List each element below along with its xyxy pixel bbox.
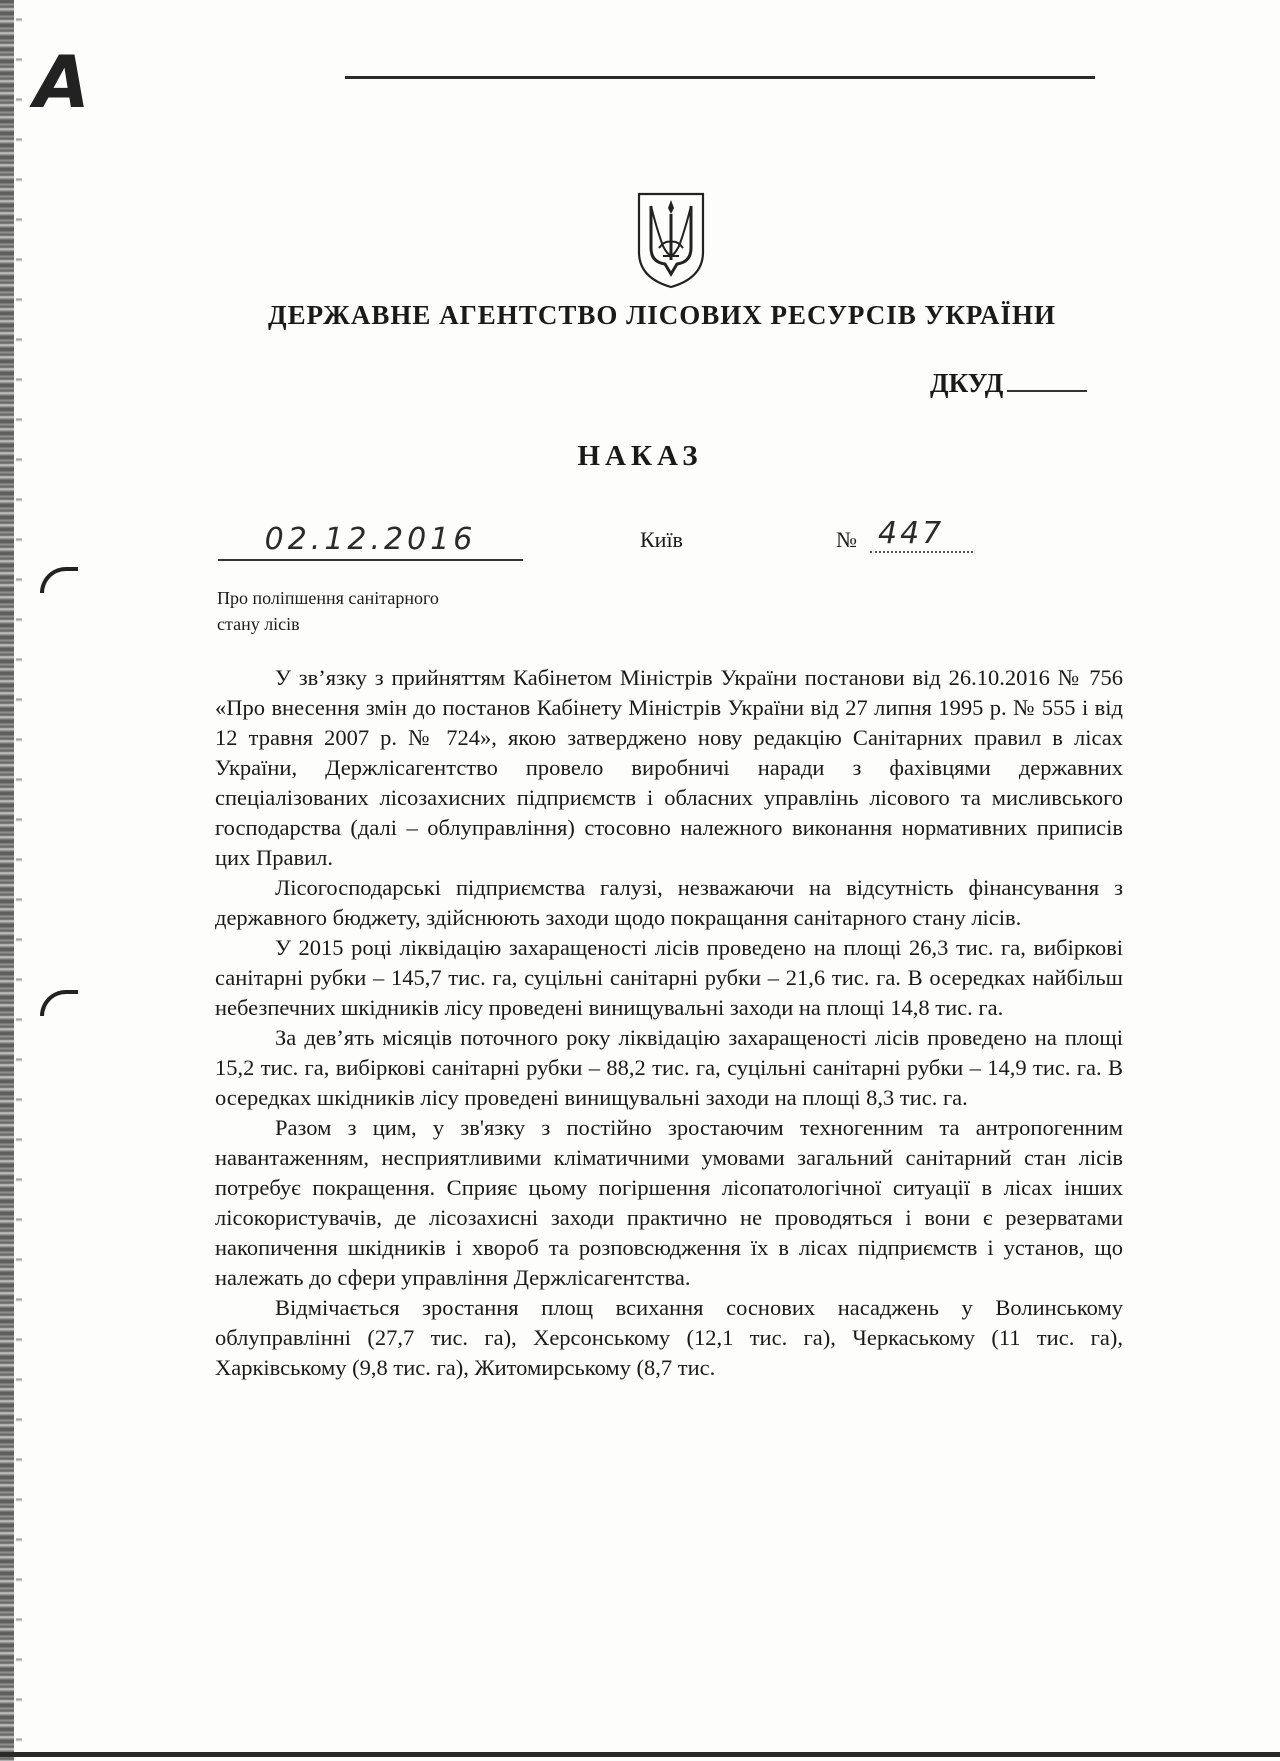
dkud-label: ДКУД xyxy=(930,368,1004,398)
agency-title: ДЕРЖАВНЕ АГЕНТСТВО ЛІСОВИХ РЕСУРСІВ УКРАЇНИ xyxy=(268,300,1056,330)
scan-edge-left xyxy=(0,0,14,1761)
subject-line: Про поліпшення санітарного xyxy=(217,588,439,608)
coat-of-arms-icon xyxy=(635,190,707,290)
binder-hole-mark xyxy=(40,567,78,593)
dkud-field xyxy=(930,368,1087,399)
subject-line: стану лісів xyxy=(217,614,300,634)
margin-mark-a: А xyxy=(34,40,90,124)
body-paragraph: У зв’язку з прийняттям Кабінетом Міністрів України постанови від 26.10.2016 № 756 «Про внесення змін до постанов Кабінету Міністрів України від 27 липня 1995 р. № 555 і від 12 травня 2007 р. № 724», якою затверджено нову редакцію Санітарних правил в лісах України, Держлісагентство провело виробничі наради з фахівцями державних спеціалізованих лісозахисних підприємств і обласних управлінь лісового та мисливського господарства (далі – облуправління) стосовно належного виконання нормативних приписів цих Правил. xyxy=(215,665,1123,870)
order-number: 447 xyxy=(870,516,973,553)
body-paragraph: Лісогосподарські підприємства галузі, незважаючи на відсутність фінансування з державного бюджету, здійснюють заходи щодо покращання санітарного стану лісів. xyxy=(215,875,1123,930)
body-paragraph: Відмічається зростання площ всихання соснових насаджень у Волинському облуправлінні (27,7 тис. га), Херсонському (12,1 тис. га), Черкаському (11 тис. га), Харківському (9,8 тис. га), Житомирському (8,7 тис. xyxy=(215,1295,1123,1380)
city: Київ xyxy=(640,527,683,552)
body-paragraph: Разом з цим, у зв'язку з постійно зростаючим техногенним та антропогенним навантаженням, несприятливими кліматичними умовами загальний санітарний стан лісів потребує покращення. Сприяє цьому погіршення лісопатологічної ситуації в лісах інших лісокористувачів, де лісозахисні заходи практично не проводяться і вони є резерватами накопичення шкідників і хвороб та розповсюдження їх в лісах підприємств і установ, що належать до сфери управління Держлісагентства. xyxy=(215,1115,1123,1290)
binder-hole-mark xyxy=(40,990,78,1016)
order-body xyxy=(215,663,1123,1383)
order-date: 02.12.2016 xyxy=(218,522,523,561)
scan-top-line xyxy=(345,76,1095,79)
body-paragraph: У 2015 році ліквідацію захаращеності лісів проведено на площі 26,3 тис. га, вибіркові санітарні рубки – 145,7 тис. га, суцільні санітарні рубки – 21,6 тис. га. В осередках найбільш небезпечних шкідників лісу проведені винищувальні заходи на площі 14,8 тис. га. xyxy=(215,935,1123,1020)
body-paragraph: За дев’ять місяців поточного року ліквідацію захаращеності лісів проведено на площі 15,2 тис. га, вибіркові санітарні рубки – 88,2 тис. га, суцільні санітарні рубки – 14,9 тис. га. В осередках шкідників лісу проведені винищувальні заходи на площі 8,3 тис. га. xyxy=(215,1025,1123,1110)
scan-bottom-edge xyxy=(0,1752,1280,1757)
scan-edge-noise xyxy=(16,0,22,1761)
order-subject xyxy=(217,585,537,637)
dkud-blank-line xyxy=(1007,390,1087,392)
number-sign: № xyxy=(836,527,857,552)
document-type: НАКАЗ xyxy=(577,440,703,472)
